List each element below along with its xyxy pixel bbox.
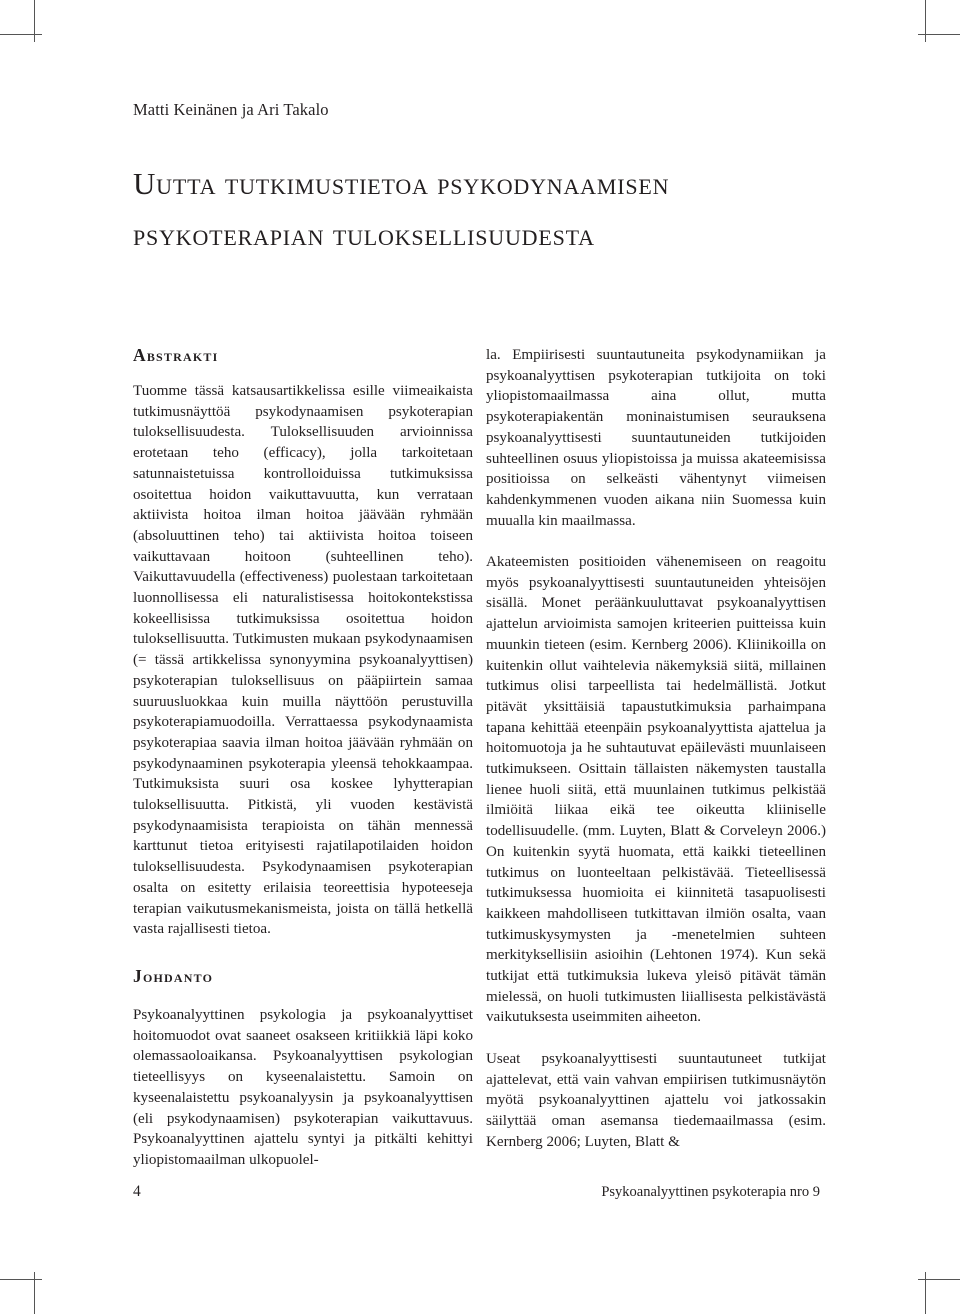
page-number: 4 — [133, 1183, 141, 1200]
crop-mark — [0, 34, 42, 35]
abstract-body — [133, 381, 473, 940]
intro-body — [133, 1005, 473, 1171]
crop-mark — [0, 1279, 42, 1280]
paragraph-3: Useat psykoanalyyttisesti suuntautuneet tutkijat ajattelevat, että vain vahvan empiirisen tutkimusnäytön myötä psykoanalyyttinen ajattelu voi jatkossakin säilyttää oman asemansa tiedemaailmassa (esim. Kernberg 2006; Luyten, Blatt & — [486, 1050, 826, 1150]
abstract-text: Tuomme tässä katsausartikkelissa esille viimeaikaista tutkimusnäyttöä psykodynaamisen psykoterapian tuloksellisuudesta. Tuloksellisuuden arvioinnissa erotetaan teho (efficacy), jolla tarkoitetaan satunnaistetuissa kontrolloiduissa tutkimuksissa osoitettua hoidon vaikuttavuutta, kun verrataan aktiivista hoitoa ilman hoitoa jäävään ryhmään (absoluuttinen teho) tai aktiivista hoitoa toiseen vaikuttavaan hoitoon (suhteellinen teho). Vaikuttavuudella (effectiveness) puolestaan tarkoitetaan luonnollisessa eli naturalistisessa hoitokontekstissa kokeellisissa tutkimuksissa osoitettua hoidon tuloksellisuutta. Tutkimusten mukaan psykodynaamisen (= tässä artikkelissa synonyymina psykoanalyyttisen) psykoterapian tuloksellisuus on pääpiirtein samaa suuruusluokkaa kuin muilla näyttöön perustuvilla psykoterapiamuodoilla. Verrattaessa psykodynaamista psykoterapiaa saavia ilman hoitoa jäävään ryhmään on psykodynaaminen psykoterapia yleensä tehokkaampaa. Tutkimuksista suuri osa koskee lyhytterapian tuloksellisuutta. Pitkistä, yli vuoden kestävistä psykodynaamisista terapioista on tähän mennessä karttunut tietoa erityisesti rajatilapotilaiden hoidon tuloksellisuudesta. Psykodynaamisen psykoterapian osalta on esitetty erilaisia teoreettisia hypoteeseja terapian vaikutusmekanismeista, joista on tällä hetkellä vasta rajallisesti tietoa. — [133, 383, 473, 938]
crop-mark — [925, 1272, 926, 1314]
author-line: Matti Keinänen ja Ari Takalo — [133, 100, 329, 119]
abstract-heading: Abstrakti — [133, 345, 219, 365]
article-title — [133, 158, 853, 260]
journal-name: Psykoanalyyttinen psykoterapia nro 9 — [601, 1184, 820, 1200]
paragraph-2: Akateemisten positioiden vähenemiseen on reagoitu myös psykoanalyyttisesti suuntautuneiden yhteisöjen sisällä. Monet peräänkuuluttavat psykoanalyyttisen ajattelun arvioimista samojen kriteerien puitteissa kuin muunkin tieteen (esim. Kernberg 2006). Kliinikoilla on kuitenkin ollut vaihtelevia näkemyksiä siitä, millainen tutkimus olisi tarpeellista tai hedelmällistä. Jotkut pitävät yksittäisiä tapaustutkimuksia parhaimpana tapana kehittää eteenpäin psykoanalyyttista ajattelua ja hoitomuotoja ja he suhtautuvat epäilevästi muunlaiseen tutkimukseen. Osittain tällaisten näkemysten taustalla lienee huoli siitä, että muunlainen tutkimus pelkistää ilmiöitä liikaa eikä tee oikeutta kliiniselle todellisuudelle. (mm. Luyten, Blatt & Corveleyn 2006.) On kuitenkin syytä huomata, että kaikki tieteellinen tutkimus on luonteeltaan pelkistävää. Tieteellisessä tutkimuksessa huomioita ei kiinnitetä tasapuolisesti kaikkeen mahdolliseen tutkittavan ilmiön osalta, vaan tutkimuskysymysten ja -menetelmien suhteen merkityksellisiin asioihin (Lehtonen 1974). Kun sekä tutkijat että tutkimuksia lukeva yleisö pitävät tämän mielessä, on huoli tutkimusten liiallisesta pelkistävästä vaikutuksesta useimmiten aiheeton. — [486, 554, 826, 1026]
right-column — [486, 345, 826, 1152]
crop-mark — [925, 0, 926, 42]
crop-mark — [34, 1272, 35, 1314]
intro-heading: Johdanto — [133, 966, 214, 986]
paragraph-1: la. Empiirisesti suuntautuneita psykodynamiikan ja psykoanalyyttisen psykoterapian tutkijoita on toki yliopistomaailmassa aina ollut, mutta psykoterapiakentän moninaistumisen seurauksena psykoanalyyttisesti suuntautuneiden tutkijoiden suhteellinen osuus yliopistoissa ja muissa akateemisissa positioissa on selkeästi vähentynyt viimeisen kahdenkymmenen vuoden aikana niin Suomessa kuin muualla kin maailmassa. — [486, 347, 826, 529]
title-line-1: Uutta tutkimustietoa psykodynaamisen — [133, 166, 670, 201]
crop-mark — [34, 0, 35, 42]
title-line-2: psykoterapian tuloksellisuudesta — [133, 217, 595, 252]
intro-text: Psykoanalyyttinen psykologia ja psykoanalyyttiset hoitomuodot ovat saaneet osakseen kritiikkiä läpi koko olemassaoloaikansa. Psykoanalyyttisen psykologian tieteellisyys on kyseenalaistettu. Samoin on kyseenalaistettu psykoanalyysin ja psykoanalyyttisen (eli psykodynaamisen) psykoterapian vaikuttavuus. Psykoanalyyttinen ajattelu syntyi ja pitkälti kehittyi yliopistomaailman ulkopuolel- — [133, 1007, 473, 1168]
